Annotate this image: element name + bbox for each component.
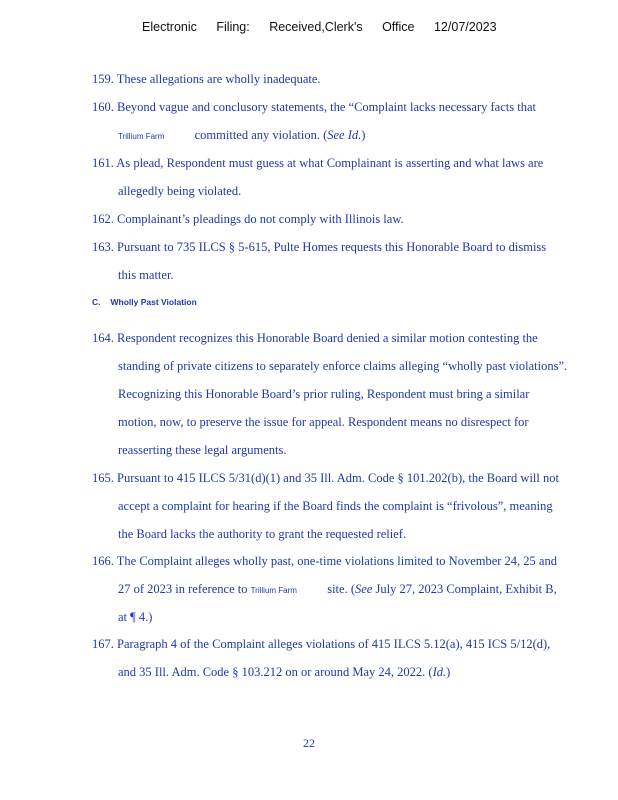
section-letter: C. bbox=[92, 297, 101, 307]
citation: See bbox=[355, 582, 373, 596]
closing-paren: ) bbox=[361, 128, 366, 142]
paragraph-164-line-2: standing of private citizens to separately enforce claims alleging “wholly past violations”. bbox=[118, 359, 568, 373]
filing-header bbox=[142, 20, 497, 34]
paragraph-160-text: committed any violation. ( bbox=[194, 128, 328, 142]
paragraph-159: 159. These allegations are wholly inadequate. bbox=[92, 72, 321, 86]
paragraph-167-line-1: 167. Paragraph 4 of the Complaint alleges violations of 415 ILCS 5.12(a), 415 ICS 5/12(d), bbox=[92, 637, 551, 651]
paragraph-160-line-1: 160. Beyond vague and conclusory statements, the “Complaint lacks necessary facts that bbox=[92, 100, 536, 114]
citation: See Id. bbox=[327, 128, 362, 142]
header-office: Office bbox=[382, 20, 415, 34]
paragraph-161-line-2: allegedly being violated. bbox=[118, 184, 242, 198]
paragraph-165-line-2: accept a complaint for hearing if the Board finds the complaint is “frivolous”, meaning bbox=[118, 499, 553, 513]
paragraph-166-site: site. ( bbox=[327, 582, 355, 596]
paragraph-164-line-4: motion, now, to preserve the issue for appeal. Respondent means no disrespect for bbox=[118, 415, 529, 429]
paragraph-162: 162. Complainant’s pleadings do not comply with Illinois law. bbox=[92, 212, 404, 226]
header-date: 12/07/2023 bbox=[433, 20, 497, 34]
trillium-farm-label: Trillium Farm bbox=[250, 586, 297, 595]
header-received: Received,Clerk's bbox=[269, 20, 363, 34]
paragraph-166-line-1: 166. The Complaint alleges wholly past, one-time violations limited to November 24, 25 and bbox=[92, 554, 557, 568]
paragraph-166-line-3: at ¶ 4.) bbox=[118, 610, 153, 624]
section-title: Wholly Past Violation bbox=[110, 297, 197, 307]
paragraph-163-line-2: this matter. bbox=[118, 268, 174, 282]
trillium-farm-label: Trillium Farm bbox=[118, 132, 165, 141]
paragraph-166-line-2 bbox=[118, 575, 557, 605]
paragraph-166-cite: July 27, 2023 Complaint, Exhibit B, bbox=[372, 582, 557, 596]
page-number: 22 bbox=[303, 736, 315, 750]
paragraph-167-line-2 bbox=[118, 658, 450, 686]
header-filing: Filing: bbox=[216, 20, 250, 34]
header-electronic: Electronic bbox=[142, 20, 197, 34]
paragraph-160-line-2 bbox=[118, 121, 365, 151]
paragraph-164-line-3: Recognizing this Honorable Board’s prior ruling, Respondent must bring a similar bbox=[118, 387, 530, 401]
paragraph-166-text: 27 of 2023 in reference to bbox=[118, 582, 248, 596]
paragraph-164-line-5: reasserting these legal arguments. bbox=[118, 443, 287, 457]
paragraph-161-line-1: 161. As plead, Respondent must guess at what Complainant is asserting and what laws are bbox=[92, 156, 544, 170]
paragraph-167-text: and 35 Ill. Adm. Code § 103.212 on or around May 24, 2022. ( bbox=[118, 665, 433, 679]
section-heading bbox=[92, 297, 197, 307]
paragraph-165-line-3: the Board lacks the authority to grant the requested relief. bbox=[118, 527, 407, 541]
paragraph-163-line-1: 163. Pursuant to 735 ILCS § 5-615, Pulte Homes requests this Honorable Board to dismiss bbox=[92, 240, 547, 254]
closing-paren: ) bbox=[446, 665, 451, 679]
paragraph-164-line-1: 164. Respondent recognizes this Honorable Board denied a similar motion contesting the bbox=[92, 331, 538, 345]
citation: Id. bbox=[432, 665, 447, 679]
paragraph-165-line-1: 165. Pursuant to 415 ILCS 5/31(d)(1) and 35 Ill. Adm. Code § 101.202(b), the Board will not bbox=[92, 471, 559, 485]
